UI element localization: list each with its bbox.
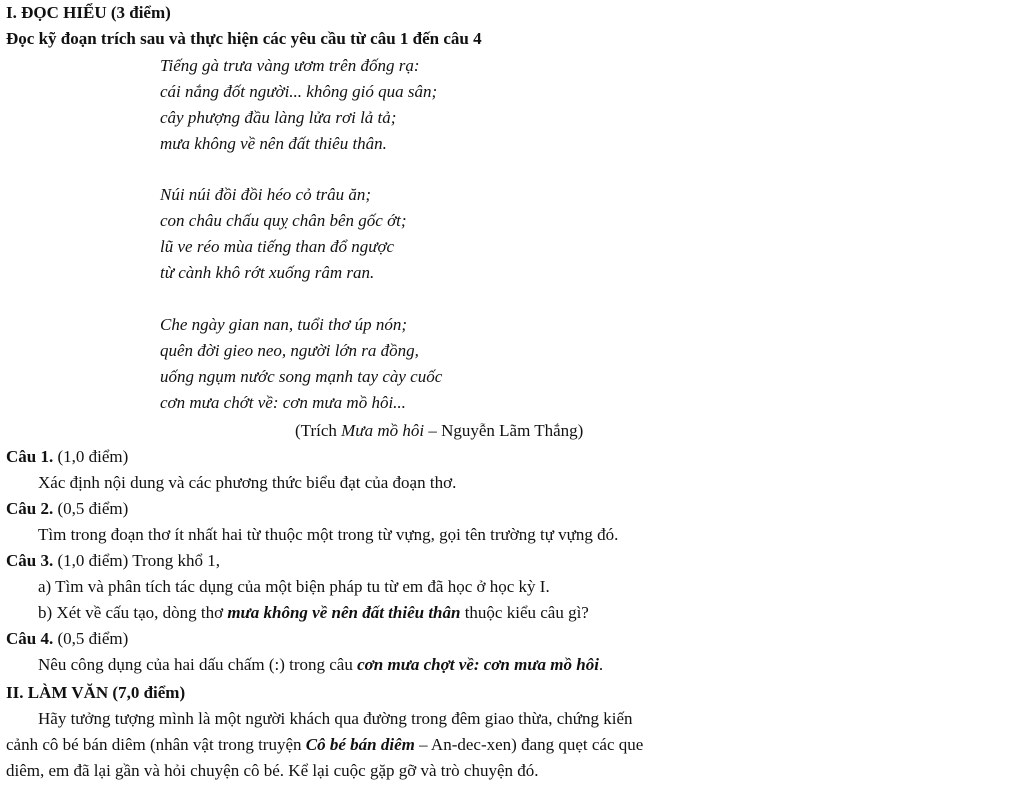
poem-line: uống ngụm nước song mạnh tay cày cuốc bbox=[160, 367, 443, 386]
q1-points: (1,0 điểm) bbox=[53, 447, 129, 466]
q2-header bbox=[6, 498, 128, 520]
q4-text bbox=[38, 654, 603, 676]
poem-line: Tiếng gà trưa vàng ươm trên đống rạ: bbox=[160, 56, 420, 75]
source-prefix: (Trích bbox=[295, 421, 342, 440]
section2-line bbox=[6, 734, 643, 756]
q3-a: a) Tìm và phân tích tác dụng của một biện pháp tu từ em đã học ở học kỳ I. bbox=[38, 577, 550, 596]
q3-b-quote: mưa không về nên đất thiêu thân bbox=[227, 603, 461, 622]
q2-label: Câu 2. bbox=[6, 499, 54, 518]
q4-text-quote: cơn mưa chợt về: cơn mưa mồ hôi bbox=[357, 655, 599, 674]
q4-points: (0,5 điểm) bbox=[53, 629, 129, 648]
q4-text-suffix: . bbox=[598, 655, 604, 674]
section2-line2-suffix: – An-dec-xen) đang quẹt các que bbox=[414, 735, 644, 754]
source-suffix: – Nguyễn Lãm Thắng) bbox=[424, 421, 584, 440]
section1-heading: I. ĐỌC HIỂU (3 điểm) bbox=[6, 3, 171, 22]
q3-b-prefix: b) Xét về cấu tạo, dòng thơ bbox=[38, 603, 228, 622]
poem-line: con châu chấu quỵ chân bên gốc ớt; bbox=[160, 211, 407, 230]
q3-b bbox=[38, 602, 589, 624]
poem-line: cái nắng đốt người... không gió qua sân; bbox=[160, 82, 438, 101]
poem-line: từ cành khô rớt xuống râm ran. bbox=[160, 263, 375, 282]
q2-points: (0,5 điểm) bbox=[53, 499, 129, 518]
q4-label: Câu 4. bbox=[6, 629, 54, 648]
q1-text: Xác định nội dung và các phương thức biểu đạt của đoạn thơ. bbox=[38, 473, 457, 492]
q4-header bbox=[6, 628, 128, 650]
poem-line: cơn mưa chớt về: cơn mưa mồ hôi... bbox=[160, 393, 406, 412]
section1-instruction: Đọc kỹ đoạn trích sau và thực hiện các yêu cầu từ câu 1 đến câu 4 bbox=[6, 29, 482, 48]
q3-label: Câu 3. bbox=[6, 551, 54, 570]
section2-line2-prefix: cảnh cô bé bán diêm (nhân vật trong truyện bbox=[6, 735, 306, 754]
q3-b-suffix: thuộc kiểu câu gì? bbox=[460, 603, 589, 622]
poem-source bbox=[295, 420, 583, 442]
q3-header bbox=[6, 550, 220, 572]
poem-line: lũ ve réo mùa tiếng than đổ ngược bbox=[160, 237, 395, 256]
source-title: Mưa mồ hôi bbox=[341, 421, 425, 440]
story-title: Cô bé bán diêm bbox=[305, 735, 415, 754]
poem-line: cây phượng đầu làng lửa rơi lả tả; bbox=[160, 108, 397, 127]
q1-header bbox=[6, 446, 128, 468]
section2-heading: II. LÀM VĂN (7,0 điểm) bbox=[6, 683, 186, 702]
q1-label: Câu 1. bbox=[6, 447, 54, 466]
q4-text-prefix: Nêu công dụng của hai dấu chấm (:) trong câu bbox=[38, 655, 358, 674]
section2-line: diêm, em đã lại gần và hỏi chuyện cô bé. Kể lại cuộc gặp gỡ và trò chuyện đó. bbox=[6, 761, 539, 780]
poem-line: mưa không về nên đất thiêu thân. bbox=[160, 134, 387, 153]
q2-text: Tìm trong đoạn thơ ít nhất hai từ thuộc một trong từ vựng, gọi tên trường tự vựng đó. bbox=[38, 525, 619, 544]
section2-line: Hãy tưởng tượng mình là một người khách qua đường trong đêm giao thừa, chứng kiến bbox=[38, 709, 633, 728]
poem-line: quên đời gieo neo, người lớn ra đồng, bbox=[160, 341, 419, 360]
q3-points: (1,0 điểm) Trong khổ 1, bbox=[53, 551, 220, 570]
poem-line: Núi núi đồi đồi héo cỏ trâu ăn; bbox=[160, 185, 372, 204]
poem-line: Che ngày gian nan, tuổi thơ úp nón; bbox=[160, 315, 408, 334]
